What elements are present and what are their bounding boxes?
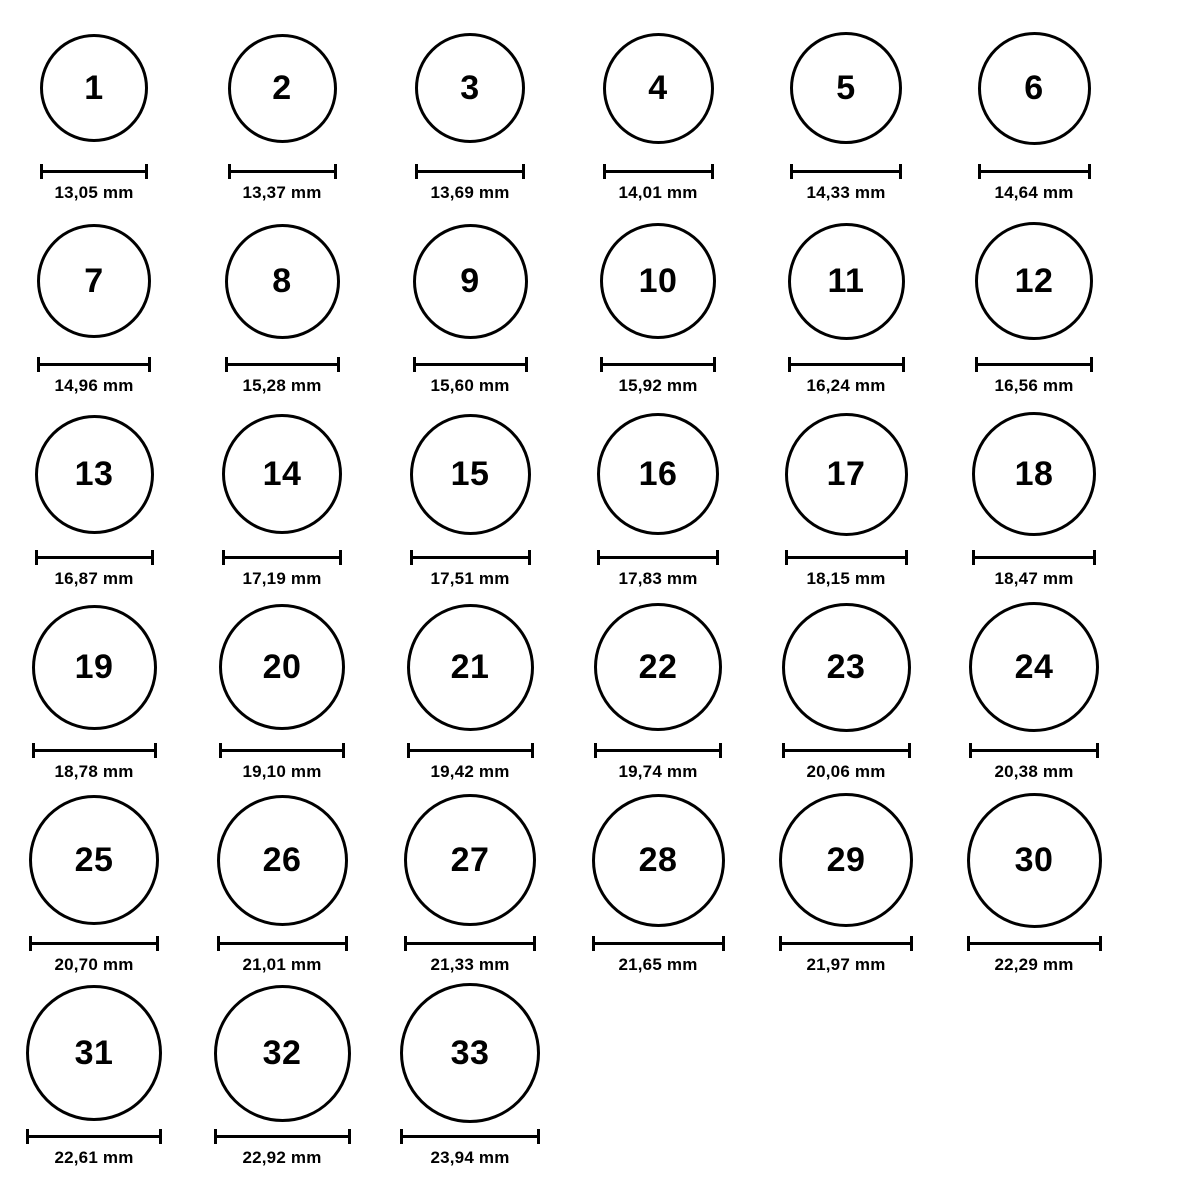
ring-circle xyxy=(967,793,1102,928)
measure-line-icon xyxy=(228,170,337,173)
ring-size-number: 9 xyxy=(460,262,480,300)
diameter-measure-bar xyxy=(222,550,342,564)
diameter-measure-bar xyxy=(228,164,337,178)
ring-size-number: 10 xyxy=(638,262,678,300)
measure-line-icon xyxy=(410,556,531,559)
size-row xyxy=(0,404,1200,589)
ring-size-number: 31 xyxy=(74,1034,114,1072)
ring-size-number: 28 xyxy=(638,841,678,879)
measure-cap-right-icon xyxy=(713,357,716,372)
ring-circle xyxy=(228,34,337,143)
ring-size-cell[interactable] xyxy=(376,790,564,975)
diameter-label: 20,38 mm xyxy=(994,762,1074,781)
measure-line-icon xyxy=(785,556,908,559)
ring-circle-wrap xyxy=(26,983,162,1123)
diameter-measure-bar xyxy=(400,1129,540,1143)
diameter-label: 19,74 mm xyxy=(618,762,698,781)
ring-circle-wrap xyxy=(592,790,725,930)
diameter-label: 18,15 mm xyxy=(806,569,886,588)
measure-cap-right-icon xyxy=(339,550,342,565)
ring-circle-wrap xyxy=(410,404,531,544)
measure-line-icon xyxy=(35,556,154,559)
ring-size-number: 27 xyxy=(450,841,490,879)
ring-size-number: 14 xyxy=(262,455,302,493)
ring-circle-wrap xyxy=(222,404,342,544)
diameter-label: 14,33 mm xyxy=(806,183,886,202)
measure-cap-right-icon xyxy=(531,743,534,758)
diameter-label: 18,78 mm xyxy=(54,762,134,781)
ring-circle xyxy=(225,224,340,339)
measure-cap-right-icon xyxy=(525,357,528,372)
ring-circle-wrap xyxy=(790,18,902,158)
ring-circle xyxy=(594,603,722,731)
diameter-measure-bar xyxy=(37,357,151,371)
diameter-measure-bar xyxy=(603,164,714,178)
ring-size-cell[interactable] xyxy=(376,983,564,1168)
ring-circle xyxy=(26,985,162,1121)
ring-circle xyxy=(415,33,525,143)
ring-size-number: 5 xyxy=(836,69,856,107)
ring-size-cell[interactable] xyxy=(376,211,564,396)
measure-cap-right-icon xyxy=(899,164,902,179)
ring-size-cell[interactable] xyxy=(0,211,188,396)
ring-circle-wrap xyxy=(225,211,340,351)
ring-size-number: 18 xyxy=(1014,455,1054,493)
ring-circle xyxy=(413,224,528,339)
ring-size-number: 16 xyxy=(638,455,678,493)
measure-cap-right-icon xyxy=(1099,936,1102,951)
ring-size-cell[interactable] xyxy=(940,790,1128,975)
measure-line-icon xyxy=(975,363,1093,366)
diameter-label: 13,69 mm xyxy=(430,183,510,202)
diameter-measure-bar xyxy=(225,357,340,371)
measure-line-icon xyxy=(600,363,716,366)
measure-line-icon xyxy=(32,749,157,752)
diameter-label: 14,01 mm xyxy=(618,183,698,202)
measure-cap-right-icon xyxy=(716,550,719,565)
measure-line-icon xyxy=(779,942,913,945)
ring-size-number: 22 xyxy=(638,648,678,686)
diameter-measure-bar xyxy=(219,743,345,757)
ring-size-number: 19 xyxy=(74,648,114,686)
ring-circle-wrap xyxy=(400,983,540,1123)
measure-line-icon xyxy=(790,170,902,173)
diameter-label: 16,24 mm xyxy=(806,376,886,395)
measure-cap-right-icon xyxy=(905,550,908,565)
diameter-label: 13,05 mm xyxy=(54,183,134,202)
ring-circle-wrap xyxy=(228,18,337,158)
ring-size-cell[interactable] xyxy=(0,404,188,589)
diameter-label: 21,65 mm xyxy=(618,955,698,974)
measure-line-icon xyxy=(969,749,1099,752)
ring-size-number: 3 xyxy=(460,69,480,107)
ring-circle xyxy=(410,414,531,535)
size-row xyxy=(0,211,1200,396)
diameter-label: 17,19 mm xyxy=(242,569,322,588)
ring-circle-wrap xyxy=(603,18,714,158)
measure-cap-right-icon xyxy=(159,1129,162,1144)
ring-size-number: 2 xyxy=(272,69,292,107)
ring-size-cell[interactable] xyxy=(188,404,376,589)
diameter-label: 15,92 mm xyxy=(618,376,698,395)
ring-size-number: 13 xyxy=(74,455,114,493)
measure-line-icon xyxy=(40,170,148,173)
ring-circle-wrap xyxy=(219,597,345,737)
ring-circle xyxy=(37,224,151,338)
size-row xyxy=(0,18,1200,203)
measure-cap-right-icon xyxy=(156,936,159,951)
ring-size-cell[interactable] xyxy=(188,18,376,203)
ring-circle-wrap xyxy=(415,18,525,158)
ring-circle-wrap xyxy=(594,597,722,737)
ring-size-cell[interactable] xyxy=(564,211,752,396)
measure-line-icon xyxy=(407,749,534,752)
diameter-label: 22,92 mm xyxy=(242,1148,322,1167)
diameter-measure-bar xyxy=(407,743,534,757)
measure-line-icon xyxy=(217,942,348,945)
ring-circle xyxy=(603,33,714,144)
diameter-measure-bar xyxy=(597,550,719,564)
diameter-label: 18,47 mm xyxy=(994,569,1074,588)
ring-circle xyxy=(29,795,159,925)
ring-circle xyxy=(790,32,902,144)
ring-circle-wrap xyxy=(40,18,148,158)
ring-circle xyxy=(214,985,351,1122)
measure-line-icon xyxy=(978,170,1091,173)
diameter-measure-bar xyxy=(404,936,536,950)
ring-circle-wrap xyxy=(782,597,911,737)
ring-size-number: 8 xyxy=(272,262,292,300)
ring-circle xyxy=(404,794,536,926)
diameter-label: 17,83 mm xyxy=(618,569,698,588)
diameter-measure-bar xyxy=(29,936,159,950)
ring-circle-wrap xyxy=(217,790,348,930)
measure-line-icon xyxy=(400,1135,540,1138)
measure-line-icon xyxy=(597,556,719,559)
ring-circle xyxy=(597,413,719,535)
ring-size-cell[interactable] xyxy=(188,597,376,782)
ring-size-number: 1 xyxy=(84,69,104,107)
ring-size-number: 30 xyxy=(1014,841,1054,879)
ring-circle xyxy=(592,794,725,927)
size-row xyxy=(0,790,1200,975)
diameter-measure-bar xyxy=(217,936,348,950)
ring-size-cell[interactable] xyxy=(940,597,1128,782)
ring-size-number: 12 xyxy=(1014,262,1054,300)
ring-circle xyxy=(788,223,905,340)
ring-circle xyxy=(978,32,1091,145)
measure-line-icon xyxy=(603,170,714,173)
ring-size-cell[interactable] xyxy=(564,597,752,782)
ring-size-cell[interactable] xyxy=(752,18,940,203)
diameter-label: 22,61 mm xyxy=(54,1148,134,1167)
ring-size-cell[interactable] xyxy=(752,790,940,975)
measure-cap-right-icon xyxy=(902,357,905,372)
diameter-measure-bar xyxy=(967,936,1102,950)
ring-size-cell[interactable] xyxy=(376,18,564,203)
diameter-measure-bar xyxy=(969,743,1099,757)
measure-line-icon xyxy=(594,749,722,752)
diameter-label: 21,97 mm xyxy=(806,955,886,974)
diameter-measure-bar xyxy=(35,550,154,564)
measure-cap-right-icon xyxy=(1088,164,1091,179)
diameter-measure-bar xyxy=(26,1129,162,1143)
ring-circle xyxy=(35,415,154,534)
ring-size-number: 23 xyxy=(826,648,866,686)
ring-circle-wrap xyxy=(597,404,719,544)
ring-circle xyxy=(600,223,716,339)
ring-size-cell[interactable] xyxy=(188,790,376,975)
ring-size-number: 32 xyxy=(262,1034,302,1072)
ring-size-cell[interactable] xyxy=(752,404,940,589)
measure-line-icon xyxy=(214,1135,351,1138)
diameter-measure-bar xyxy=(790,164,902,178)
measure-cap-right-icon xyxy=(719,743,722,758)
diameter-measure-bar xyxy=(40,164,148,178)
ring-circle-wrap xyxy=(785,404,908,544)
ring-size-cell[interactable] xyxy=(564,404,752,589)
ring-circle-wrap xyxy=(32,597,157,737)
diameter-measure-bar xyxy=(972,550,1096,564)
ring-circle-wrap xyxy=(969,597,1099,737)
ring-circle xyxy=(785,413,908,536)
ring-circle-wrap xyxy=(978,18,1091,158)
diameter-label: 17,51 mm xyxy=(430,569,510,588)
diameter-measure-bar xyxy=(592,936,725,950)
diameter-measure-bar xyxy=(415,164,525,178)
measure-cap-right-icon xyxy=(154,743,157,758)
ring-circle xyxy=(222,414,342,534)
diameter-measure-bar xyxy=(413,357,528,371)
measure-line-icon xyxy=(225,363,340,366)
ring-circle xyxy=(779,793,913,927)
diameter-label: 14,96 mm xyxy=(54,376,134,395)
ring-size-cell[interactable] xyxy=(0,983,188,1168)
ring-size-cell[interactable] xyxy=(0,18,188,203)
ring-circle-wrap xyxy=(214,983,351,1123)
diameter-measure-bar xyxy=(600,357,716,371)
measure-line-icon xyxy=(788,363,905,366)
ring-circle-wrap xyxy=(404,790,536,930)
measure-cap-right-icon xyxy=(537,1129,540,1144)
ring-size-cell[interactable] xyxy=(940,404,1128,589)
ring-size-number: 7 xyxy=(84,262,104,300)
ring-circle xyxy=(782,603,911,732)
ring-size-number: 6 xyxy=(1024,69,1044,107)
ring-size-number: 21 xyxy=(450,648,490,686)
measure-line-icon xyxy=(415,170,525,173)
diameter-measure-bar xyxy=(978,164,1091,178)
measure-line-icon xyxy=(404,942,536,945)
diameter-label: 23,94 mm xyxy=(430,1148,510,1167)
ring-circle-wrap xyxy=(967,790,1102,930)
diameter-measure-bar xyxy=(779,936,913,950)
ring-size-number: 11 xyxy=(827,262,865,300)
diameter-label: 15,28 mm xyxy=(242,376,322,395)
ring-circle xyxy=(969,602,1099,732)
diameter-measure-bar xyxy=(32,743,157,757)
measure-cap-right-icon xyxy=(348,1129,351,1144)
ring-circle-wrap xyxy=(788,211,905,351)
measure-line-icon xyxy=(222,556,342,559)
diameter-measure-bar xyxy=(214,1129,351,1143)
diameter-label: 20,70 mm xyxy=(54,955,134,974)
measure-cap-right-icon xyxy=(1096,743,1099,758)
ring-size-number: 4 xyxy=(648,69,668,107)
measure-line-icon xyxy=(37,363,151,366)
diameter-measure-bar xyxy=(785,550,908,564)
ring-circle-wrap xyxy=(779,790,913,930)
diameter-measure-bar xyxy=(788,357,905,371)
diameter-label: 15,60 mm xyxy=(430,376,510,395)
ring-circle-wrap xyxy=(972,404,1096,544)
ring-circle-wrap xyxy=(35,404,154,544)
ring-size-cell[interactable] xyxy=(752,211,940,396)
measure-cap-right-icon xyxy=(722,936,725,951)
ring-circle xyxy=(400,983,540,1123)
ring-size-cell[interactable] xyxy=(376,404,564,589)
measure-line-icon xyxy=(29,942,159,945)
measure-cap-right-icon xyxy=(337,357,340,372)
ring-size-cell[interactable] xyxy=(564,790,752,975)
measure-cap-right-icon xyxy=(910,936,913,951)
ring-circle xyxy=(32,605,157,730)
ring-size-number: 29 xyxy=(826,841,866,879)
ring-size-cell[interactable] xyxy=(0,597,188,782)
measure-line-icon xyxy=(972,556,1096,559)
diameter-label: 19,42 mm xyxy=(430,762,510,781)
ring-size-number: 15 xyxy=(450,455,490,493)
diameter-measure-bar xyxy=(410,550,531,564)
measure-cap-right-icon xyxy=(334,164,337,179)
diameter-label: 21,01 mm xyxy=(242,955,322,974)
diameter-label: 16,87 mm xyxy=(54,569,134,588)
size-row xyxy=(0,983,1200,1168)
diameter-label: 19,10 mm xyxy=(242,762,322,781)
diameter-measure-bar xyxy=(782,743,911,757)
ring-circle xyxy=(217,795,348,926)
ring-size-number: 25 xyxy=(74,841,114,879)
size-row xyxy=(0,597,1200,782)
ring-size-number: 17 xyxy=(826,455,866,493)
measure-cap-right-icon xyxy=(1093,550,1096,565)
measure-cap-right-icon xyxy=(711,164,714,179)
ring-circle xyxy=(972,412,1096,536)
ring-size-cell[interactable] xyxy=(940,211,1128,396)
ring-size-number: 26 xyxy=(262,841,302,879)
measure-cap-right-icon xyxy=(1090,357,1093,372)
ring-size-cell[interactable] xyxy=(940,18,1128,203)
ring-circle-wrap xyxy=(413,211,528,351)
measure-cap-right-icon xyxy=(148,357,151,372)
diameter-label: 21,33 mm xyxy=(430,955,510,974)
diameter-label: 13,37 mm xyxy=(242,183,322,202)
ring-circle-wrap xyxy=(600,211,716,351)
ring-size-number: 24 xyxy=(1014,648,1054,686)
ring-circle xyxy=(40,34,148,142)
measure-cap-right-icon xyxy=(908,743,911,758)
ring-size-cell[interactable] xyxy=(564,18,752,203)
measure-cap-right-icon xyxy=(528,550,531,565)
ring-circle xyxy=(407,604,534,731)
ring-size-cell[interactable] xyxy=(376,597,564,782)
measure-cap-right-icon xyxy=(522,164,525,179)
measure-cap-right-icon xyxy=(345,936,348,951)
measure-line-icon xyxy=(413,363,528,366)
ring-size-cell[interactable] xyxy=(0,790,188,975)
measure-line-icon xyxy=(26,1135,162,1138)
ring-circle xyxy=(219,604,345,730)
measure-cap-right-icon xyxy=(533,936,536,951)
ring-size-number: 33 xyxy=(450,1034,490,1072)
ring-size-cell[interactable] xyxy=(752,597,940,782)
ring-circle-wrap xyxy=(37,211,151,351)
ring-circle-wrap xyxy=(29,790,159,930)
measure-line-icon xyxy=(219,749,345,752)
measure-line-icon xyxy=(782,749,911,752)
measure-cap-right-icon xyxy=(145,164,148,179)
diameter-measure-bar xyxy=(975,357,1093,371)
ring-circle-wrap xyxy=(407,597,534,737)
ring-size-cell[interactable] xyxy=(188,211,376,396)
measure-cap-right-icon xyxy=(342,743,345,758)
measure-cap-right-icon xyxy=(151,550,154,565)
diameter-label: 20,06 mm xyxy=(806,762,886,781)
ring-size-number: 20 xyxy=(262,648,302,686)
diameter-label: 16,56 mm xyxy=(994,376,1074,395)
ring-size-cell[interactable] xyxy=(188,983,376,1168)
diameter-label: 14,64 mm xyxy=(994,183,1074,202)
ring-circle xyxy=(975,222,1093,340)
measure-line-icon xyxy=(967,942,1102,945)
measure-line-icon xyxy=(592,942,725,945)
diameter-label: 22,29 mm xyxy=(994,955,1074,974)
ring-circle-wrap xyxy=(975,211,1093,351)
diameter-measure-bar xyxy=(594,743,722,757)
